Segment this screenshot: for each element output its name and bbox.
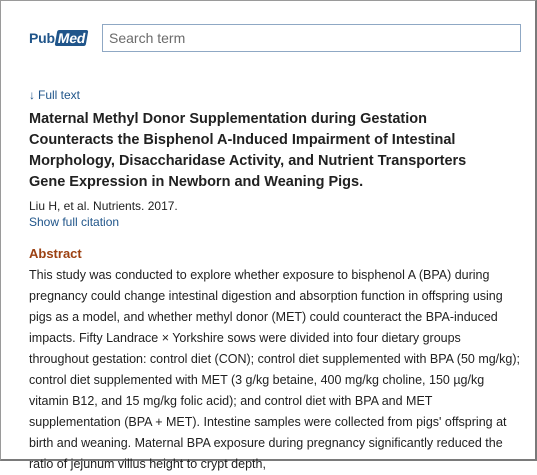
abstract-text: This study was conducted to explore whether exposure to bisphenol A (BPA) during pregnancy could change intestinal digestion and absorption function in offspring using pigs as a model, and whether methyl donor (MET) could counteract the BPA-induced impacts. Fifty Landrace × Yorkshire sows were divided into four dietary groups throughout gestation: control diet (CON); control diet supplemented with BPA (50 mg/kg); control diet supplemented with MET (3 g/kg betaine, 400 mg/kg choline, 150 µg/kg vitamin B12, and 15 mg/kg folic acid); and control diet with BPA and MET supplementation (BPA + MET). Intestine samples were collected from pigs' offspring at birth and weaning. Maternal BPA exposure during pregnancy significantly reduced the ratio of jejunum villus height to crypt depth, [29, 268, 520, 471]
show-full-citation-link[interactable]: Show full citation [29, 215, 120, 229]
citation-text: Liu H, et al. Nutrients. 2017. [29, 199, 178, 213]
article-content [29, 87, 521, 475]
abstract-heading: Abstract [29, 246, 82, 261]
article-title: Maternal Methyl Donor Supplementation during Gestation Counteracts the Bisphenol A-Induced Impairment of Intestinal Morphology, Disaccharidase Activity, and Nutrient Transporters Gene Expression in Newborn and Weaning Pigs. [29, 111, 467, 190]
down-arrow-icon: ↓ [29, 88, 35, 102]
logo-med-text: Med [56, 30, 87, 46]
full-text-link[interactable] [29, 87, 521, 103]
logo-pub-text: Pub [29, 30, 55, 46]
pubmed-logo[interactable] [29, 28, 87, 48]
full-text-label: Full text [38, 88, 81, 102]
header [1, 1, 535, 75]
search-input[interactable] [102, 24, 521, 52]
